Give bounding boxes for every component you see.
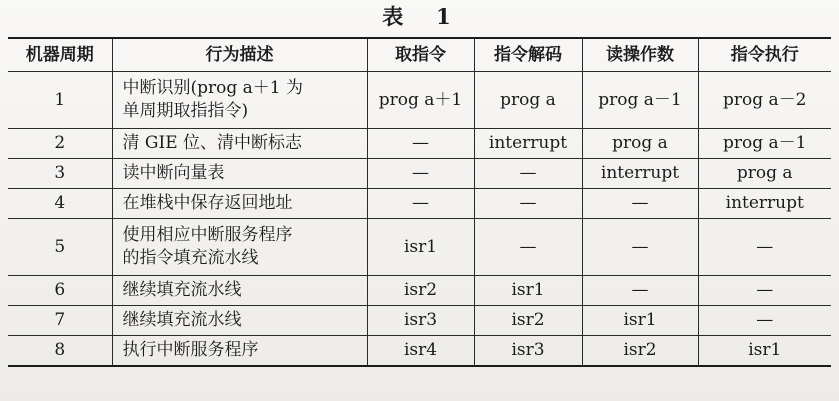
table-row: [8, 129, 831, 159]
decode-cell: interrupt: [474, 129, 582, 159]
cycle-cell: 1: [8, 72, 112, 129]
decode-cell: isr2: [474, 306, 582, 336]
read-operand-cell: prog a－1: [582, 72, 698, 129]
fetch-cell: isr4: [367, 336, 474, 367]
description-cell: [112, 219, 367, 276]
description-line: 单周期取指指令): [122, 101, 249, 121]
description-cell: 执行中断服务程序: [112, 336, 367, 367]
read-operand-cell: isr1: [582, 306, 698, 336]
read-operand-cell: —: [582, 276, 698, 306]
decode-cell: prog a: [474, 72, 582, 129]
fetch-cell: prog a＋1: [367, 72, 474, 129]
decode-cell: —: [474, 189, 582, 219]
execute-cell: —: [698, 219, 831, 276]
read-operand-cell: —: [582, 189, 698, 219]
fetch-cell: isr2: [367, 276, 474, 306]
table-row: [8, 219, 831, 276]
read-operand-cell: —: [582, 219, 698, 276]
description-line: 中断识别(prog a＋1 为: [122, 78, 304, 98]
cycle-cell: 5: [8, 219, 112, 276]
cycle-cell: 8: [8, 336, 112, 367]
cycle-cell: 4: [8, 189, 112, 219]
description-cell: 读中断向量表: [112, 159, 367, 189]
header-read-operand: 读操作数: [582, 38, 698, 72]
execute-cell: prog a－2: [698, 72, 831, 129]
read-operand-cell: interrupt: [582, 159, 698, 189]
table-row: [8, 336, 831, 367]
header-behavior-description: 行为描述: [112, 38, 367, 72]
cycle-cell: 6: [8, 276, 112, 306]
header-fetch: 取指令: [367, 38, 474, 72]
table-row: [8, 72, 831, 129]
cycle-cell: 7: [8, 306, 112, 336]
description-cell: [112, 72, 367, 129]
fetch-cell: —: [367, 129, 474, 159]
header-decode: 指令解码: [474, 38, 582, 72]
description-cell: 在堆栈中保存返回地址: [112, 189, 367, 219]
cycle-cell: 2: [8, 129, 112, 159]
fetch-cell: —: [367, 159, 474, 189]
execute-cell: —: [698, 276, 831, 306]
execute-cell: prog a－1: [698, 129, 831, 159]
table-row: [8, 159, 831, 189]
fetch-cell: isr3: [367, 306, 474, 336]
read-operand-cell: isr2: [582, 336, 698, 367]
execute-cell: prog a: [698, 159, 831, 189]
description-line: 使用相应中断服务程序: [122, 225, 293, 245]
decode-cell: isr3: [474, 336, 582, 367]
fetch-cell: isr1: [367, 219, 474, 276]
table-caption: 表 1: [382, 4, 457, 29]
table-header-row: [8, 38, 831, 72]
read-operand-cell: prog a: [582, 129, 698, 159]
description-cell: 清 GIE 位、清中断标志: [112, 129, 367, 159]
table-row: [8, 306, 831, 336]
description-cell: 继续填充流水线: [112, 276, 367, 306]
fetch-cell: —: [367, 189, 474, 219]
interrupt-pipeline-table: [8, 37, 831, 367]
execute-cell: —: [698, 306, 831, 336]
execute-cell: interrupt: [698, 189, 831, 219]
cycle-cell: 3: [8, 159, 112, 189]
table-row: [8, 189, 831, 219]
description-cell: 继续填充流水线: [112, 306, 367, 336]
decode-cell: —: [474, 219, 582, 276]
decode-cell: isr1: [474, 276, 582, 306]
description-line: 的指令填充流水线: [122, 248, 259, 268]
header-machine-cycle: 机器周期: [8, 38, 112, 72]
execute-cell: isr1: [698, 336, 831, 367]
header-execute: 指令执行: [698, 38, 831, 72]
table-row: [8, 276, 831, 306]
decode-cell: —: [474, 159, 582, 189]
